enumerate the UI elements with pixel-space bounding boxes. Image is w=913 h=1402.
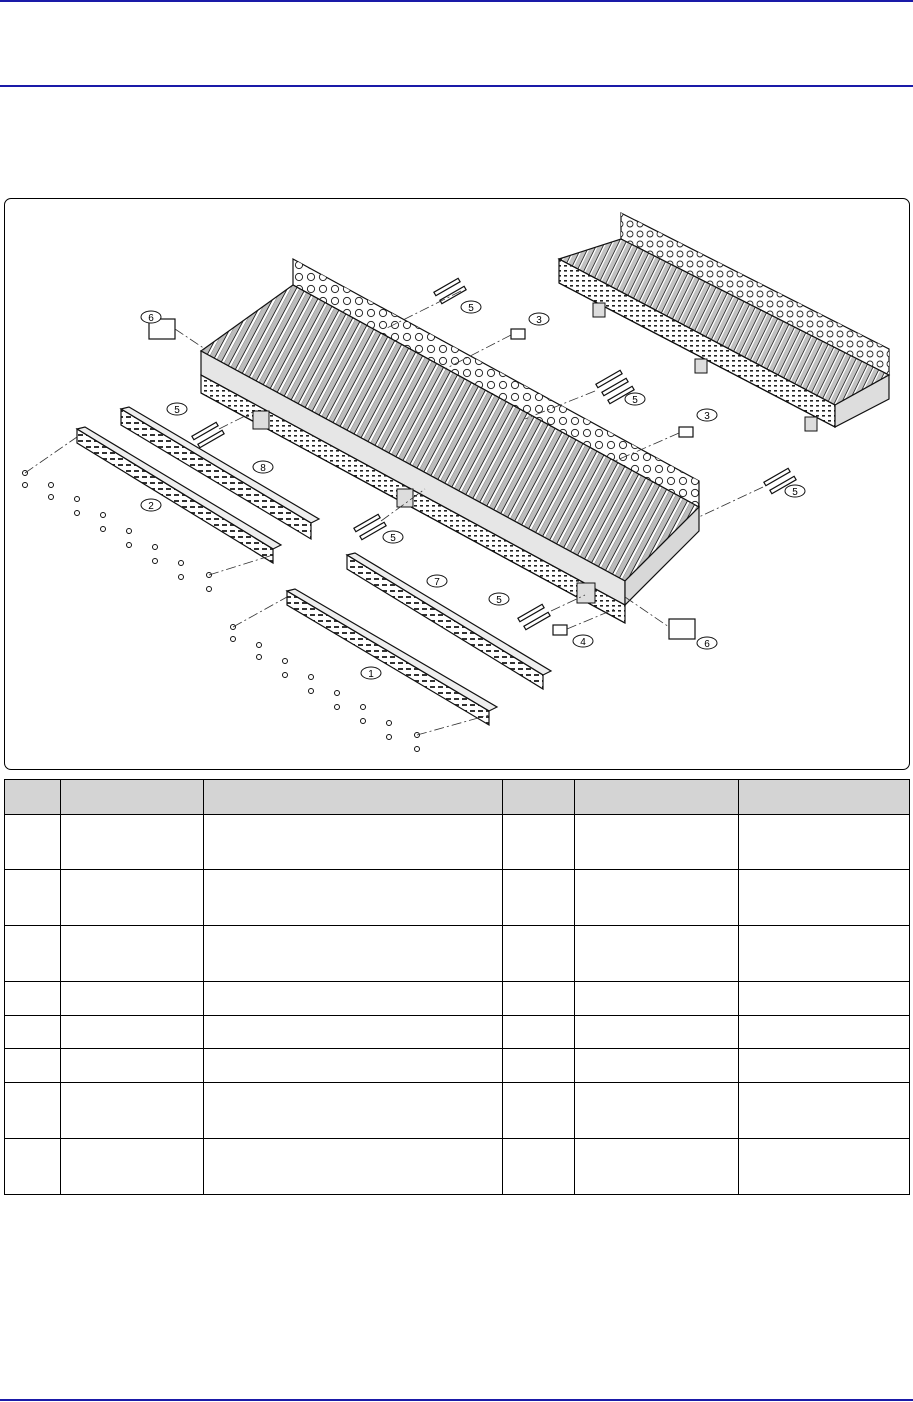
table-cell <box>503 1083 575 1139</box>
header-cell <box>61 780 204 815</box>
svg-text:8: 8 <box>260 463 266 474</box>
table-cell <box>5 1083 61 1139</box>
callout-1 <box>361 667 381 680</box>
table-cell <box>575 926 739 982</box>
svg-text:5: 5 <box>468 303 474 314</box>
table-cell <box>204 815 503 870</box>
table-cell <box>204 1049 503 1083</box>
table-cell <box>503 1016 575 1049</box>
svg-text:3: 3 <box>536 315 542 326</box>
vent-panel-1 <box>287 589 497 725</box>
table-cell <box>61 982 204 1016</box>
table-cell <box>5 926 61 982</box>
table-cell <box>204 982 503 1016</box>
table-row <box>5 1139 910 1195</box>
table-row <box>5 1016 910 1049</box>
table-cell <box>5 1139 61 1195</box>
header-cell <box>204 780 503 815</box>
table-cell <box>503 926 575 982</box>
table-cell <box>503 1139 575 1195</box>
table-cell <box>739 870 910 926</box>
callout-5-top <box>461 301 481 314</box>
table-cell <box>503 982 575 1016</box>
table-cell <box>739 982 910 1016</box>
table-cell <box>575 815 739 870</box>
table-cell <box>61 870 204 926</box>
svg-text:3: 3 <box>704 411 710 422</box>
header-cell <box>5 780 61 815</box>
table-cell <box>739 1049 910 1083</box>
callout-2 <box>141 499 161 512</box>
parts-list-table <box>4 779 910 1195</box>
table-cell <box>61 1083 204 1139</box>
table-row <box>5 1083 910 1139</box>
table-cell <box>575 1049 739 1083</box>
svg-text:5: 5 <box>792 487 798 498</box>
svg-text:6: 6 <box>704 639 710 650</box>
svg-text:5: 5 <box>632 395 638 406</box>
table-cell <box>5 815 61 870</box>
callout-5-center <box>383 531 403 544</box>
table-row <box>5 926 910 982</box>
svg-text:5: 5 <box>496 595 502 606</box>
header-cell <box>503 780 575 815</box>
svg-text:5: 5 <box>174 405 180 416</box>
table-cell <box>61 926 204 982</box>
svg-text:4: 4 <box>580 637 586 648</box>
callout-5-lower <box>489 593 509 606</box>
table-cell <box>61 1016 204 1049</box>
callout-5-right <box>785 485 805 498</box>
table-cell <box>204 1016 503 1049</box>
svg-text:2: 2 <box>148 501 154 512</box>
table-cell <box>739 1139 910 1195</box>
table-cell <box>575 1016 739 1049</box>
table-cell <box>739 815 910 870</box>
table-row <box>5 870 910 926</box>
table-cell <box>204 870 503 926</box>
table-cell <box>575 982 739 1016</box>
side-plate-right <box>669 619 695 639</box>
table-cell <box>5 982 61 1016</box>
table-cell <box>739 926 910 982</box>
svg-text:7: 7 <box>434 577 440 588</box>
svg-text:5: 5 <box>390 533 396 544</box>
table-cell <box>61 1049 204 1083</box>
callout-7 <box>427 575 447 588</box>
header-rule <box>0 0 913 2</box>
svg-text:6: 6 <box>148 313 154 324</box>
header-bottom-rule <box>0 85 913 87</box>
table-cell <box>61 815 204 870</box>
callout-5-left <box>167 403 187 416</box>
callout-3-mid <box>697 409 717 422</box>
table-cell <box>739 1016 910 1049</box>
callout-4 <box>573 635 593 648</box>
table-cell <box>5 870 61 926</box>
exploded-view-figure <box>4 198 910 770</box>
callout-6-right <box>697 637 717 650</box>
table-row <box>5 1049 910 1083</box>
table-row <box>5 815 910 870</box>
header-cell <box>739 780 910 815</box>
callout-3-top <box>529 313 549 326</box>
table-cell <box>204 1083 503 1139</box>
table-cell <box>204 926 503 982</box>
table-cell <box>61 1139 204 1195</box>
table-cell <box>739 1083 910 1139</box>
table-cell <box>5 1016 61 1049</box>
table-row <box>5 982 910 1016</box>
table-cell <box>503 870 575 926</box>
table-cell <box>5 1049 61 1083</box>
exploded-view-drawing <box>5 199 909 769</box>
table-cell <box>503 815 575 870</box>
table-cell <box>575 870 739 926</box>
callout-8 <box>253 461 273 474</box>
rear-heatsink-assembly <box>559 213 889 431</box>
header-cell <box>575 780 739 815</box>
footer-rule <box>0 1399 913 1401</box>
callout-5-mid <box>625 393 645 406</box>
table-cell <box>204 1139 503 1195</box>
table-cell <box>575 1139 739 1195</box>
svg-text:1: 1 <box>368 669 374 680</box>
table-cell <box>503 1049 575 1083</box>
table-header-row <box>5 780 910 815</box>
table-cell <box>575 1083 739 1139</box>
